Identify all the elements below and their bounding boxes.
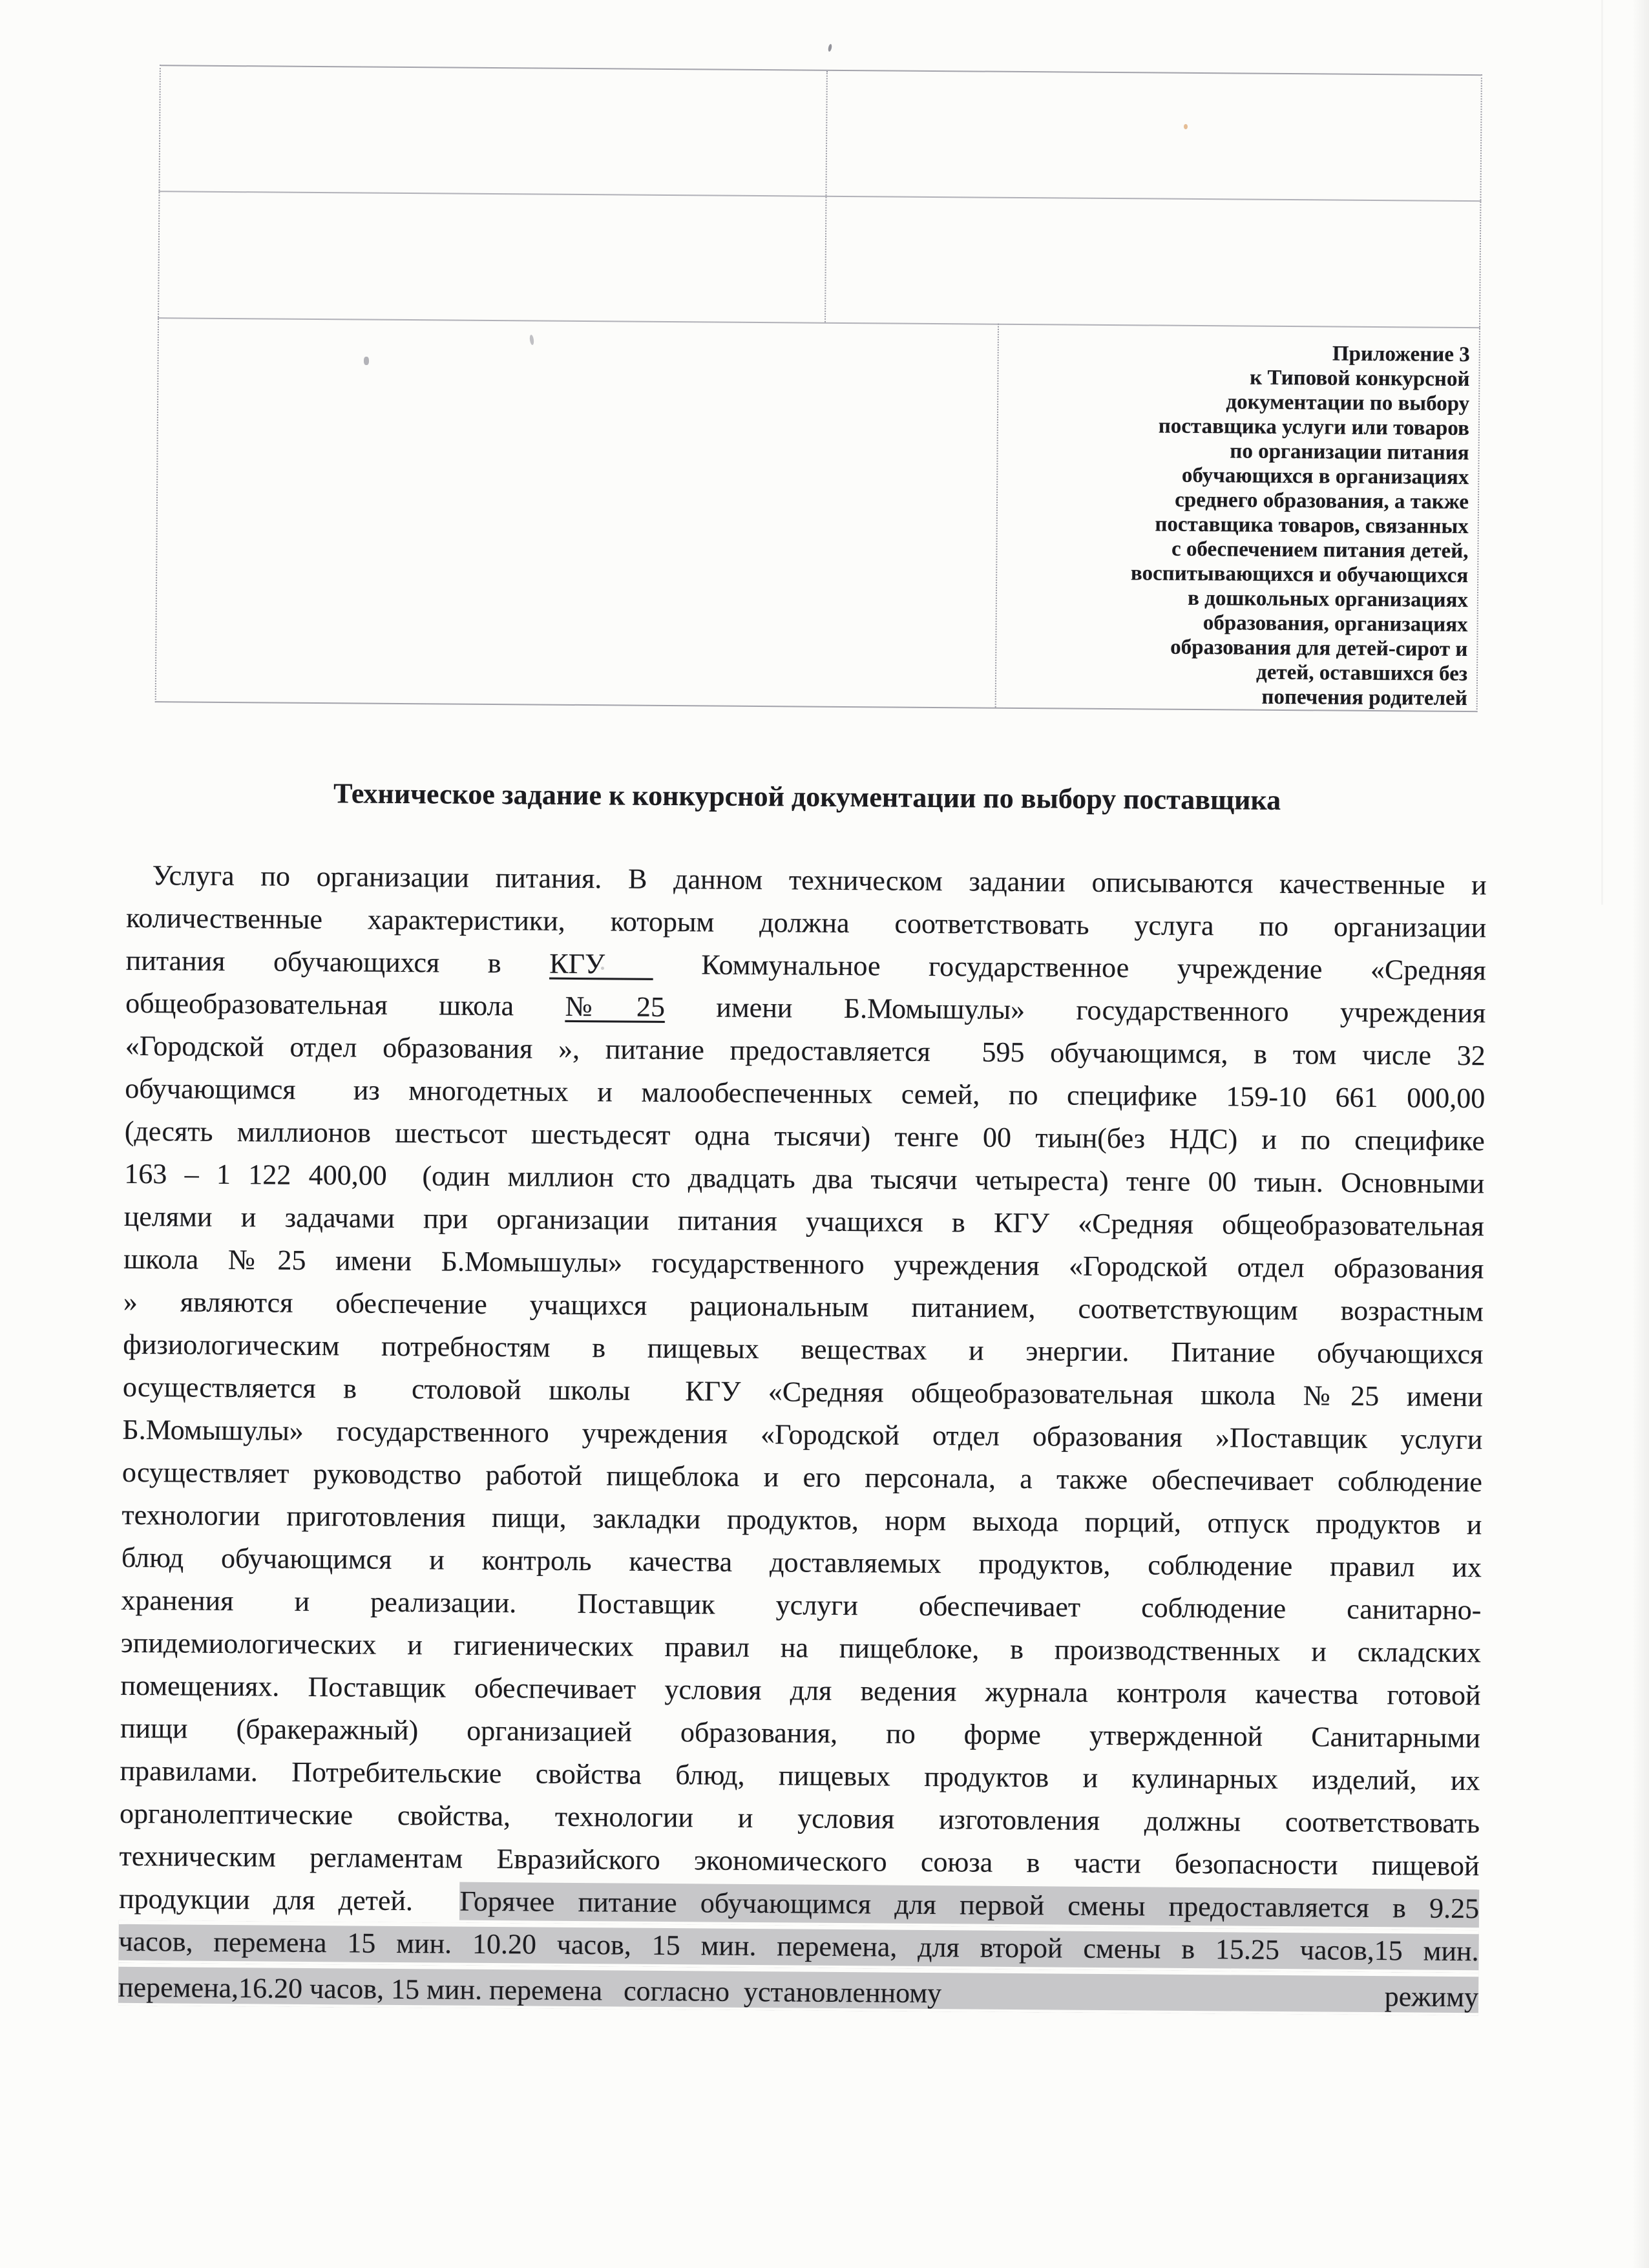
body-text: питания обучающихся в (125, 944, 550, 980)
body-text: пищи (бракеражный) организацией образования, по форме утвержденной Санитарными (120, 1712, 1481, 1754)
body-text: Услуга по организации питания. В данном техническом задании описываются качественные и (152, 859, 1487, 901)
body-text: Коммунальное государственное учреждение «Средняя (653, 948, 1486, 987)
highlighted-text: режиму (1384, 1980, 1479, 2013)
body-text: «Городской отдел образования », питание предоставляется 595 обучающимся, в том числе 32 (125, 1029, 1486, 1072)
table-cell-empty-r3c1 (156, 317, 998, 707)
underlined-text: КГУ (549, 947, 653, 980)
highlighted-text: Горячее питание обучающимся для первой смены предоставляется в 9.25 (459, 1882, 1479, 1928)
body-text: (десять миллионов шестьсот шестьдесят одна тысячи) тенге 00 тиын(без НДС) и по специфике (124, 1115, 1485, 1157)
body-text: технологии приготовления пищи, закладки продуктов, норм выхода порций, отпуск продуктов и (121, 1498, 1482, 1541)
header-table (155, 65, 1482, 712)
document-title: Техническое задание к конкурсной документации по выбору поставщика (333, 777, 1281, 816)
body-text: количественные характеристики, которым должна соответствовать услуга по организации (126, 901, 1487, 944)
annex-reference-block (996, 324, 1479, 711)
body-text: » являются обеспечение учащихся рациональным питанием, соответствующим возрастным (123, 1285, 1484, 1328)
annex-title: Приложение 3 (1332, 342, 1470, 367)
body-text: осуществляет руководство работой пищеблока и его персонала, а также обеспечивает соблюдение (121, 1456, 1483, 1498)
highlighted-text: перемена,16.20 часов, 15 мин. перемена согласно установленному (118, 1971, 942, 2010)
body-text: Б.Момышулы» государственного учреждения «Городской отдел образования »Поставщик услуги (122, 1413, 1483, 1456)
body-text: осуществляется в столовой школы КГУ «Средняя общеобразовательная школа №25 имени (122, 1370, 1484, 1413)
body-text: помещениях. Поставщик обеспечивает условия для ведения журнала контроля качества готовой (120, 1669, 1481, 1712)
scan-streak (1601, 0, 1603, 905)
body-text: физиологическим потребностям в пищевых веществах и энергии. Питание обучающихся (123, 1328, 1484, 1370)
body-text: органолептические свойства, технологии и условия изготовления должны соответствовать (119, 1797, 1480, 1840)
main-paragraph (118, 854, 1487, 2015)
body-text: техническим регламентам Евразийского экономического союза в части безопасности пищевой (119, 1840, 1480, 1882)
table-cell-empty-r2c1 (159, 191, 825, 322)
body-text: эпидемиологических и гигиенических правил на пищеблоке, в производственных и складских (120, 1626, 1482, 1669)
body-text: блюд обучающимся и контроль качества доставляемых продуктов, соблюдение правил их (121, 1541, 1482, 1584)
underlined-text: №25 (565, 990, 666, 1023)
table-cell-empty-r1c1 (160, 66, 826, 196)
body-text: 163 – 1 122 400,00 (один миллион сто двадцать два тысячи четыреста) тенге 00 тиын. Основными (124, 1157, 1485, 1200)
body-text: продукции для детей. (118, 1882, 460, 1917)
body-text: школа №25 имени Б.Момышулы» государственного учреждения «Городской отдел образования (123, 1243, 1484, 1285)
body-text: правилами. Потребительские свойства блюд, пищевых продуктов и кулинарных изделий, их (120, 1754, 1480, 1797)
body-text: имени Б.Момышулы» государственного учреждения (664, 991, 1486, 1029)
table-cell-empty-r2c2 (824, 196, 1480, 327)
body-text: целями и задачами при организации питания учащихся в КГУ «Средняя общеобразовательная (123, 1200, 1484, 1243)
body-text: хранения и реализации. Поставщик услуги обеспечивает соблюдение санитарно- (121, 1584, 1482, 1626)
table-cell-empty-r1c2 (825, 71, 1480, 200)
annex-body: к Типовой конкурсной документации по выбору поставщика услуги или товаров по организации питания обучающихся в организациях среднего образования, а также поставщика товаров, связанных с обеспечением питания детей, воспитывающихся и обучающихся в дошкольных организациях образования, организациях образования для детей-сирот и детей, оставшихся без попечения родителей (1130, 366, 1470, 711)
body-text: общеобразовательная школа (125, 987, 565, 1022)
body-text: обучающимся из многодетных и малообеспеченных семей, по специфике 159-10 661 000,00 (125, 1072, 1486, 1115)
highlighted-text: часов, перемена 15 мин. 10.20 часов, 15 мин. перемена, для второй смены в 15.25 часов,15 мин. (118, 1925, 1479, 1968)
